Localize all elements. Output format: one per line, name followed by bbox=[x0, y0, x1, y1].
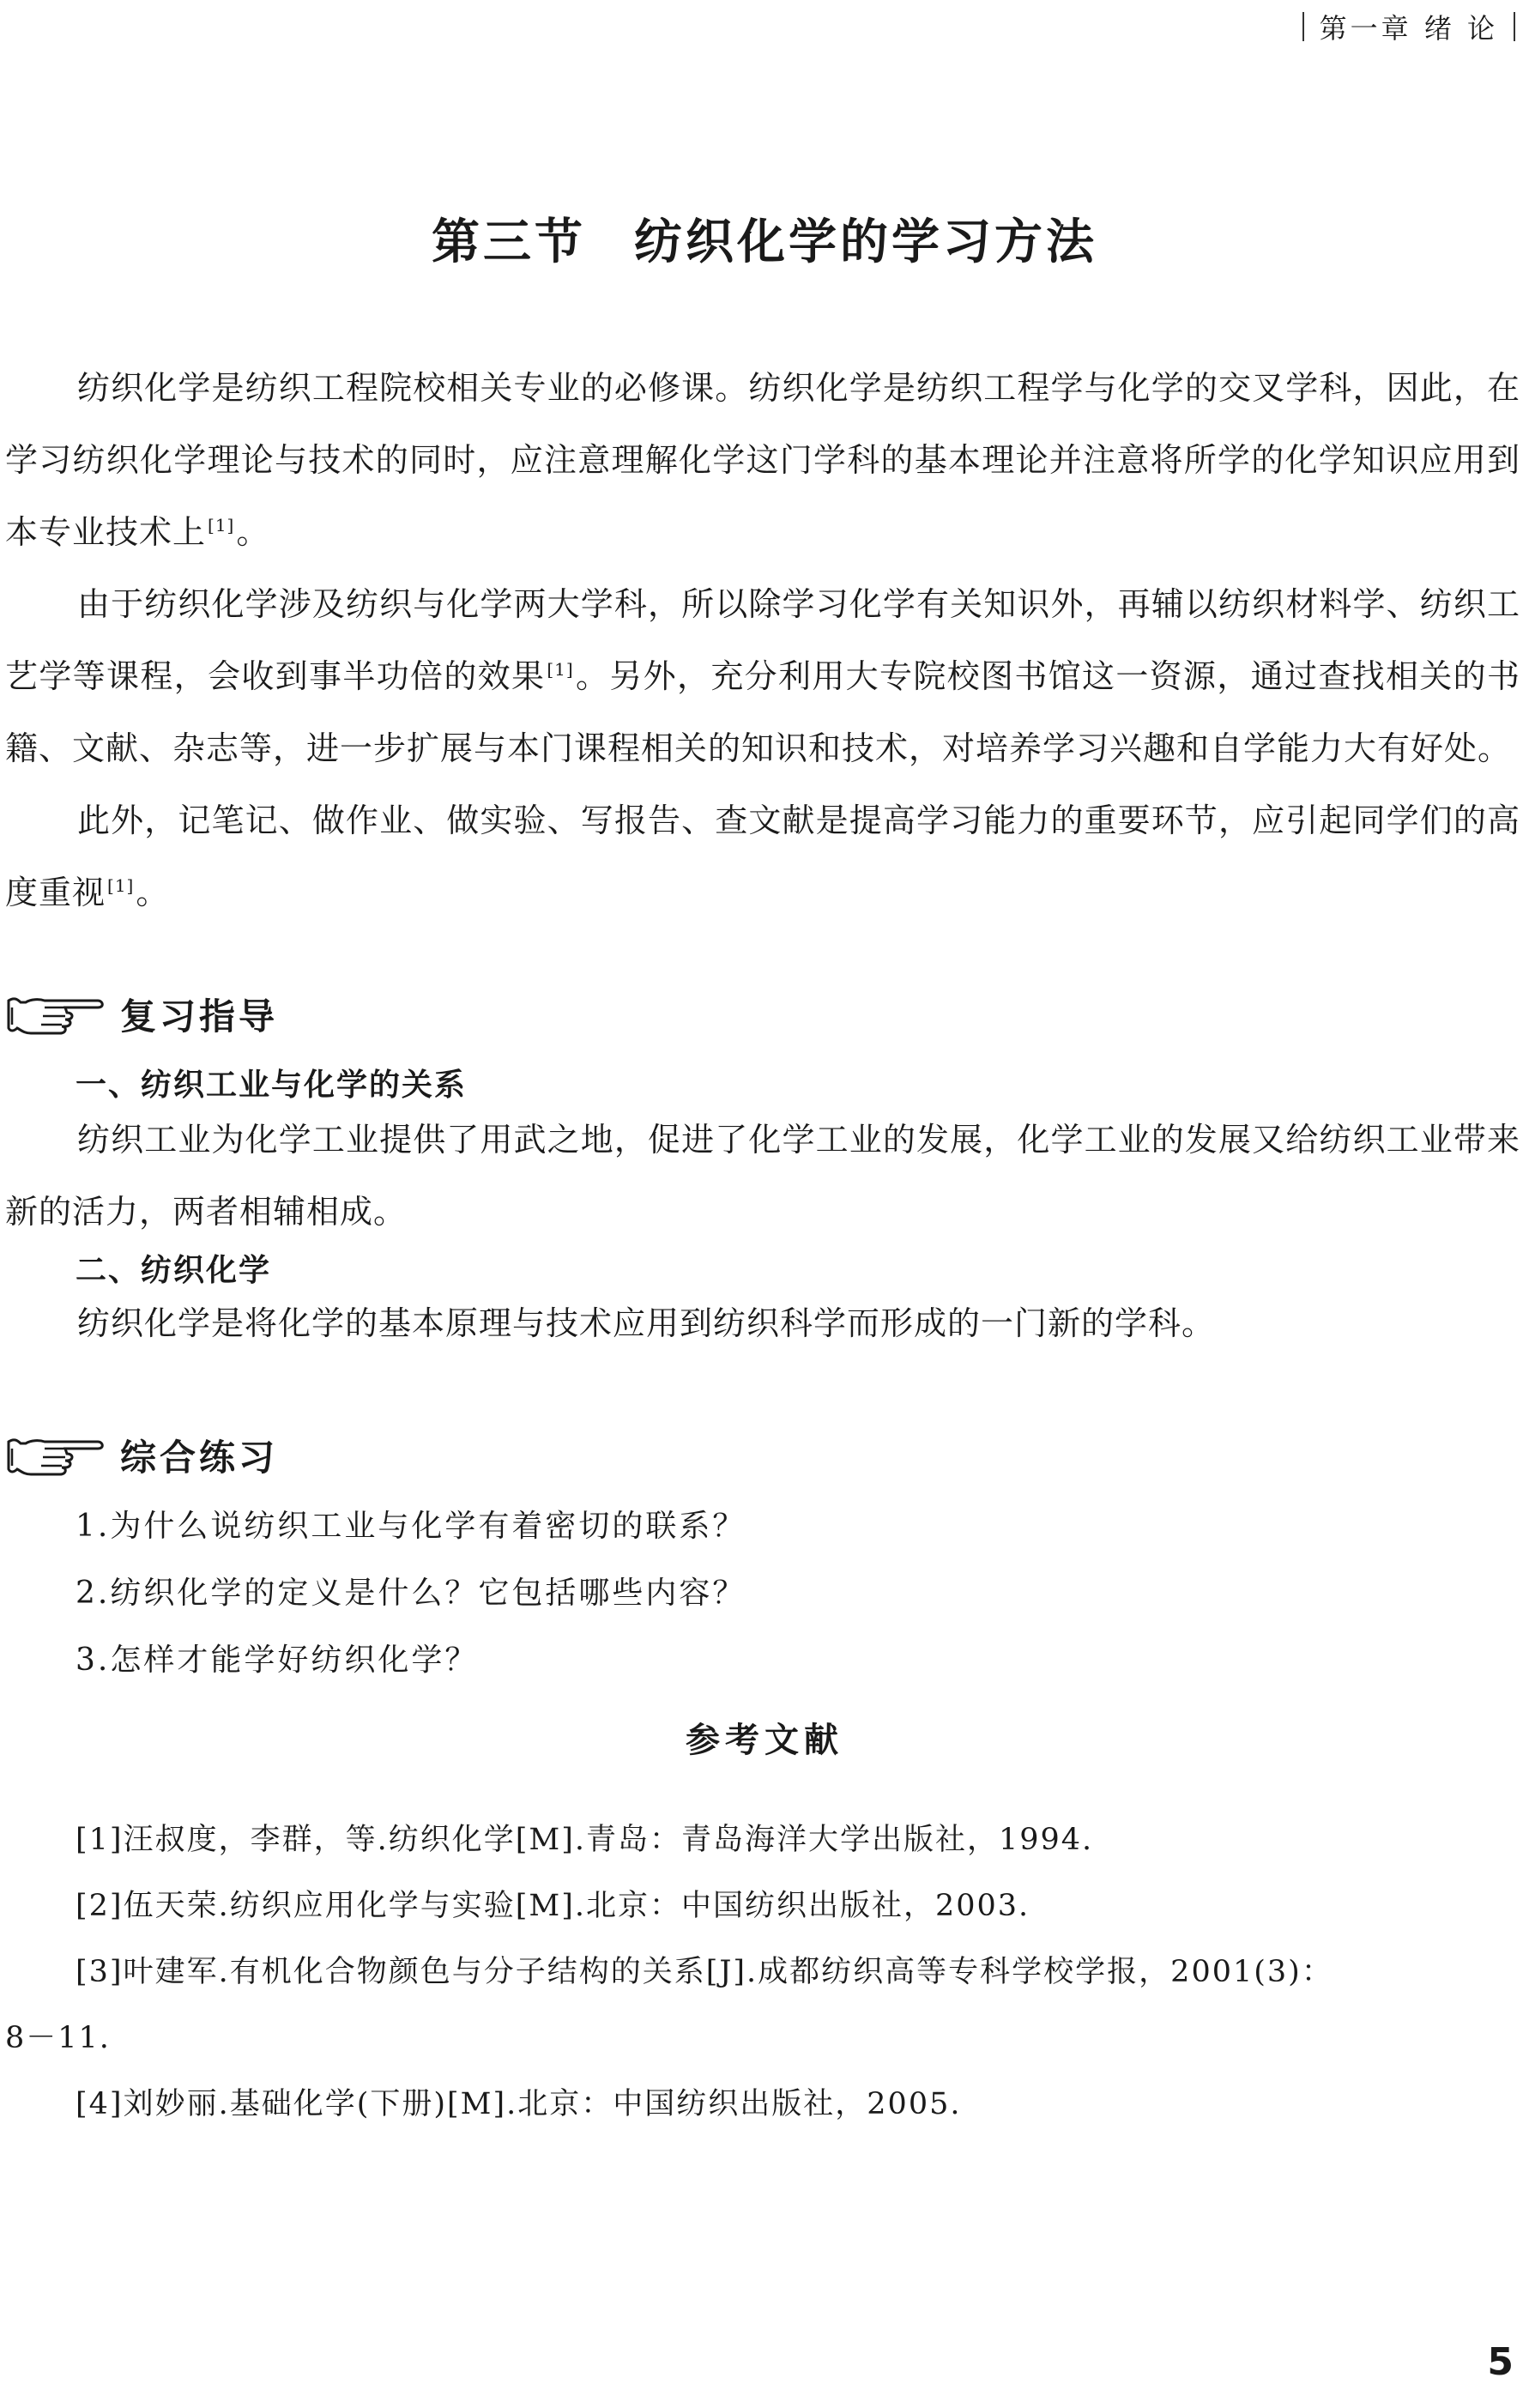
header-divider bbox=[1302, 12, 1304, 41]
header-divider bbox=[1514, 12, 1515, 41]
reference-item: [3]叶建军.有机化合物颜色与分子结构的关系[J].成都纺织高等专科学校学报，2001(3)： bbox=[76, 1955, 1333, 1989]
citation: [1] bbox=[208, 515, 235, 536]
pointing-hand-icon bbox=[5, 1431, 108, 1479]
citation: [1] bbox=[107, 875, 135, 897]
page-number: 5 bbox=[1487, 2340, 1514, 2384]
exercise-item: 1.为什么说纺织工业与化学有着密切的联系？ bbox=[76, 1509, 746, 1544]
review-title: 复习指导 bbox=[120, 995, 279, 1038]
exercise-title: 综合练习 bbox=[120, 1437, 279, 1479]
section-title bbox=[0, 204, 1529, 273]
exercise-heading bbox=[5, 1430, 278, 1481]
review-text-1: 纺织工业为化学工业提供了用武之地，促进了化学工业的发展，化学工业的发展又给纺织工业带来新的活力，两者相辅相成。 bbox=[5, 1121, 1520, 1231]
references-list bbox=[5, 1807, 1520, 2138]
paragraph: 由于纺织化学涉及纺织与化学两大学科，所以除学习化学有关知识外，再辅以纺织材料学、纺织工艺学等课程，会收到事半功倍的效果 [1]。另外，充分利用大专院校图书馆这一资源，通过查找相关的书籍、文献、杂志等，进一步扩展与本门课程相关的知识和技术，对培养学习兴趣和自学能力大有好处。 bbox=[5, 585, 1520, 767]
pointing-hand-icon bbox=[5, 990, 108, 1038]
exercise-list bbox=[76, 1493, 746, 1694]
review-subheading-2: 二、纺织化学 bbox=[76, 1253, 272, 1288]
references-title: 参考文献 bbox=[686, 1721, 843, 1760]
section-heading: 纺织化学的学习方法 bbox=[634, 215, 1097, 270]
reference-item: [1]汪叔度，李群，等.纺织化学[M].青岛：青岛海洋大学出版社，1994. bbox=[76, 1823, 1094, 1857]
review-text-1-wrap bbox=[5, 1104, 1520, 1248]
reference-item-continuation: 8－11. bbox=[5, 2021, 111, 2055]
section-number: 第三节 bbox=[432, 215, 586, 270]
exercise-item: 3.怎样才能学好纺织化学？ bbox=[76, 1643, 479, 1678]
exercise-item: 2.纺织化学的定义是什么？它包括哪些内容？ bbox=[76, 1576, 746, 1611]
review-text-2-wrap bbox=[5, 1287, 1520, 1359]
reference-item: [4]刘妙丽.基础化学(下册)[M].北京：中国纺织出版社，2005. bbox=[76, 2087, 962, 2121]
paragraph: 此外，记笔记、做作业、做实验、写报告、查文献是提高学习能力的重要环节，应引起同学们的高度重视 [1]。 bbox=[5, 802, 1520, 911]
body-paragraphs bbox=[5, 352, 1520, 929]
citation: [1] bbox=[547, 659, 574, 681]
running-header bbox=[1302, 7, 1515, 46]
chapter-title: 第一章 绪 论 bbox=[1319, 12, 1498, 45]
review-text-2: 纺织化学是将化学的基本原理与技术应用到纺织科学而形成的一门新的学科。 bbox=[77, 1304, 1216, 1342]
reference-item: [2]伍天荣.纺织应用化学与实验[M].北京：中国纺织出版社，2003. bbox=[76, 1889, 1030, 1923]
paragraph: 纺织化学是纺织工程院校相关专业的必修课。纺织化学是纺织工程学与化学的交叉学科，因此，在学习纺织化学理论与技术的同时，应注意理解化学这门学科的基本理论并注意将所学的化学知识应用到本专业技术上 [1]。 bbox=[5, 369, 1520, 551]
review-heading bbox=[5, 989, 278, 1040]
review-subheading-1: 一、纺织工业与化学的关系 bbox=[76, 1068, 468, 1103]
